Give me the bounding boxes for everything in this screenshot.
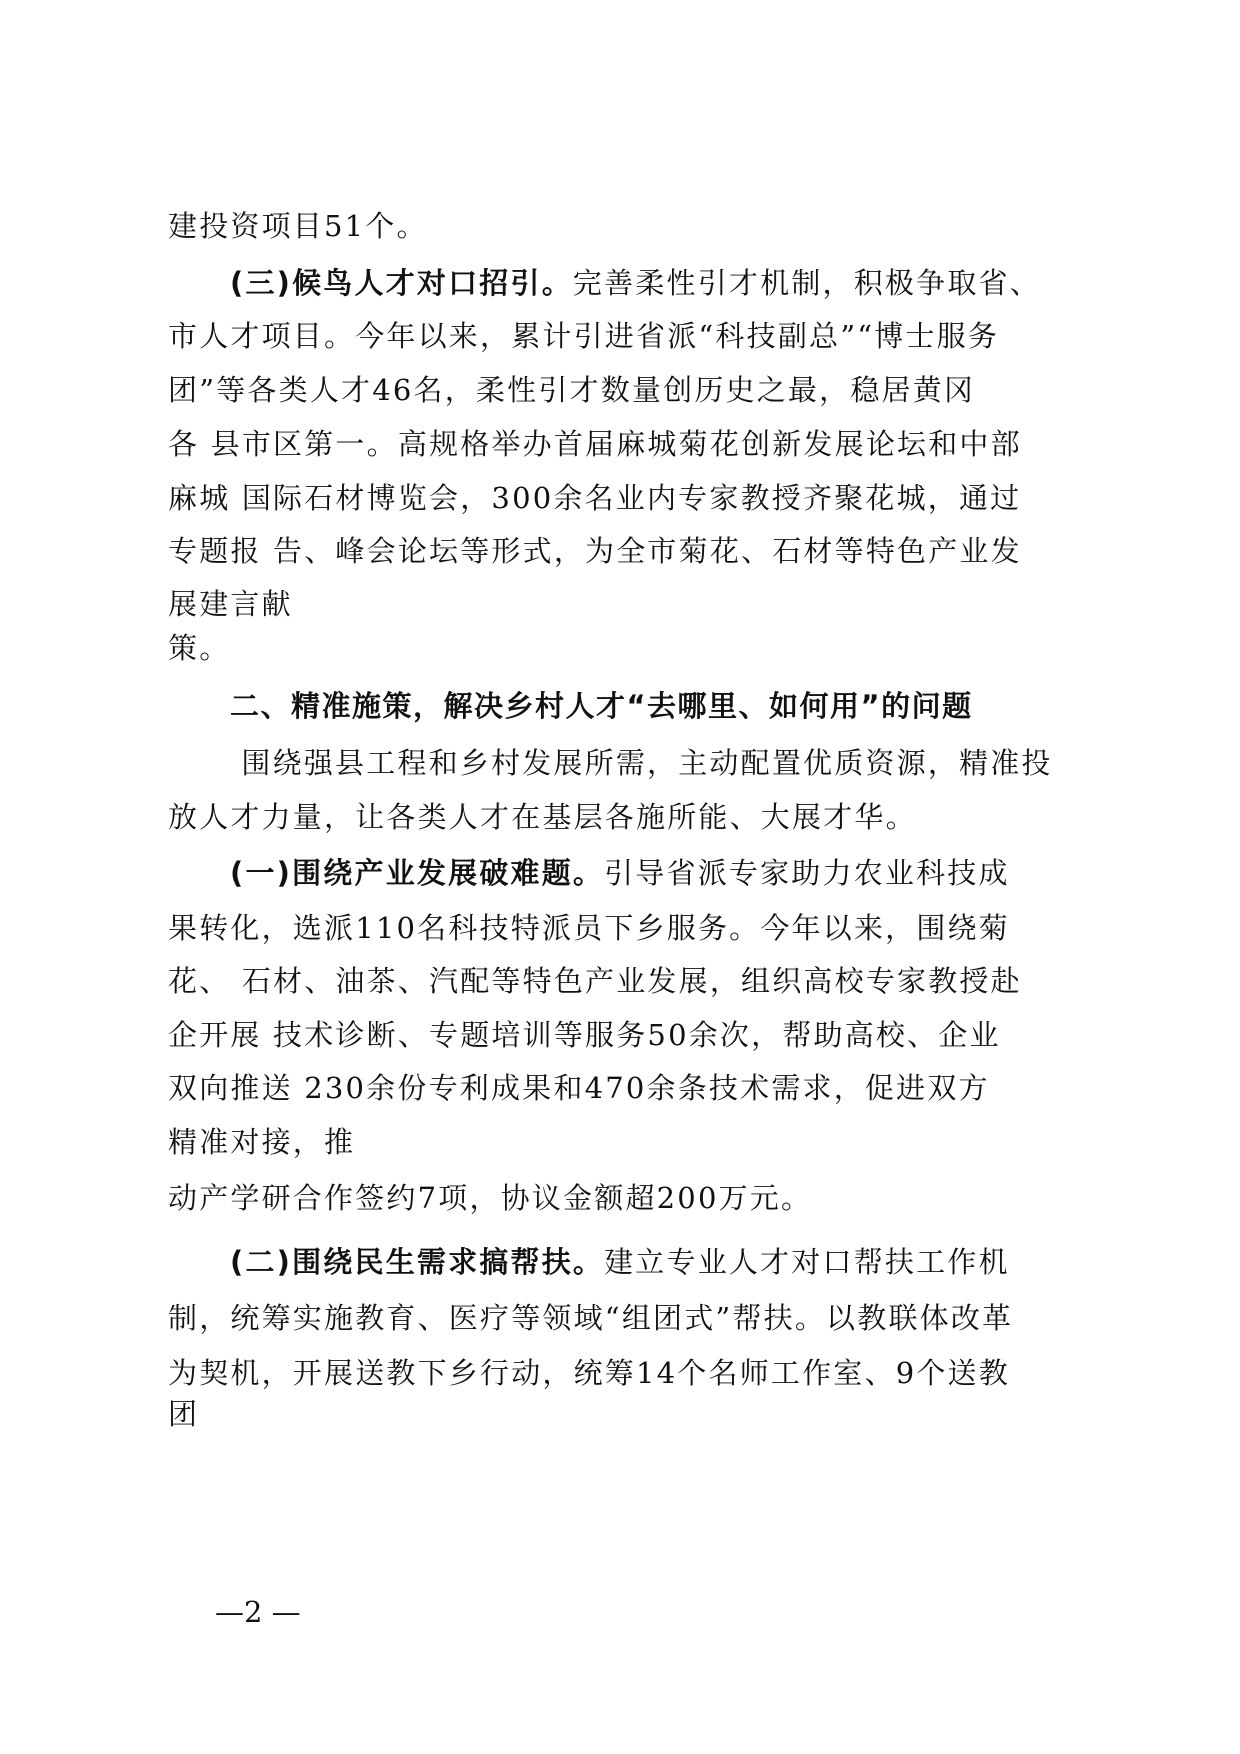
body-line: 策。 (168, 631, 231, 665)
subsection-1-line: 花、 石材、油茶、汽配等特色产业发展，组织高校专家教授赴 (168, 964, 1022, 998)
page-number: —2 — (215, 1595, 301, 1629)
subsection-1-line: 精准对接，推 (168, 1125, 356, 1159)
section-3-title: (三)候鸟人才对口招引。 (230, 266, 573, 300)
subsection-1-line: 双向推送 230余份专利成果和470余条技术需求，促进双方 (168, 1071, 990, 1105)
subsection-2-title: (二)围绕民生需求搞帮扶。 (230, 1245, 605, 1279)
intro-line: 围绕强县工程和乡村发展所需，主动配置优质资源，精准投 (230, 746, 1053, 780)
body-line: 市人才项目。今年以来，累计引进省派“科技副总”“博士服务 (168, 319, 1000, 353)
subsection-2-line: 为契机，开展送教下乡行动，统筹14个名师工作室、9个送教 (168, 1356, 1010, 1390)
subsection-1-line: 果转化，选派110名科技特派员下乡服务。今年以来，围绕菊 (168, 911, 1010, 945)
subsection-1-paragraph (230, 855, 1010, 891)
body-line: 团”等各类人才46名，柔性引才数量创历史之最，稳居黄冈 (168, 373, 976, 407)
subsection-1-title: (一)围绕产业发展破难题。 (230, 856, 605, 890)
subsection-2-line: 制，统筹实施教育、医疗等领域“组团式”帮扶。以教联体改革 (168, 1301, 1014, 1335)
body-line: 麻城 国际石材博览会，300余名业内专家教授齐聚花城，通过 (168, 481, 1022, 515)
subsection-1-line: 动产学研合作签约7项，协议金额超200万元。 (168, 1181, 813, 1215)
subsection-1-text: 引导省派专家助力农业科技成 (604, 856, 1010, 890)
body-line: 建投资项目51个。 (168, 209, 428, 243)
section-3-text: 完善柔性引才机制，积极争取省、 (572, 266, 1041, 300)
section-3-paragraph (230, 265, 1041, 301)
body-line: 各 县市区第一。高规格举办首届麻城菊花创新发展论坛和中部 (168, 427, 1022, 461)
subsection-2-line: 团 (168, 1397, 200, 1431)
section-heading-2: 二、精准施策，解决乡村人才“去哪里、如何用”的问题 (230, 689, 973, 723)
subsection-1-line: 企开展 技术诊断、专题培训等服务50余次，帮助高校、企业 (168, 1018, 1001, 1052)
subsection-2-paragraph (230, 1244, 1010, 1280)
subsection-2-text: 建立专业人才对口帮扶工作机 (604, 1245, 1010, 1279)
intro-line: 放人才力量，让各类人才在基层各施所能、大展才华。 (168, 800, 917, 834)
body-line: 专题报 告、峰会论坛等形式，为全市菊花、石材等特色产业发 (168, 534, 1022, 568)
body-line: 展建言献 (168, 587, 293, 621)
